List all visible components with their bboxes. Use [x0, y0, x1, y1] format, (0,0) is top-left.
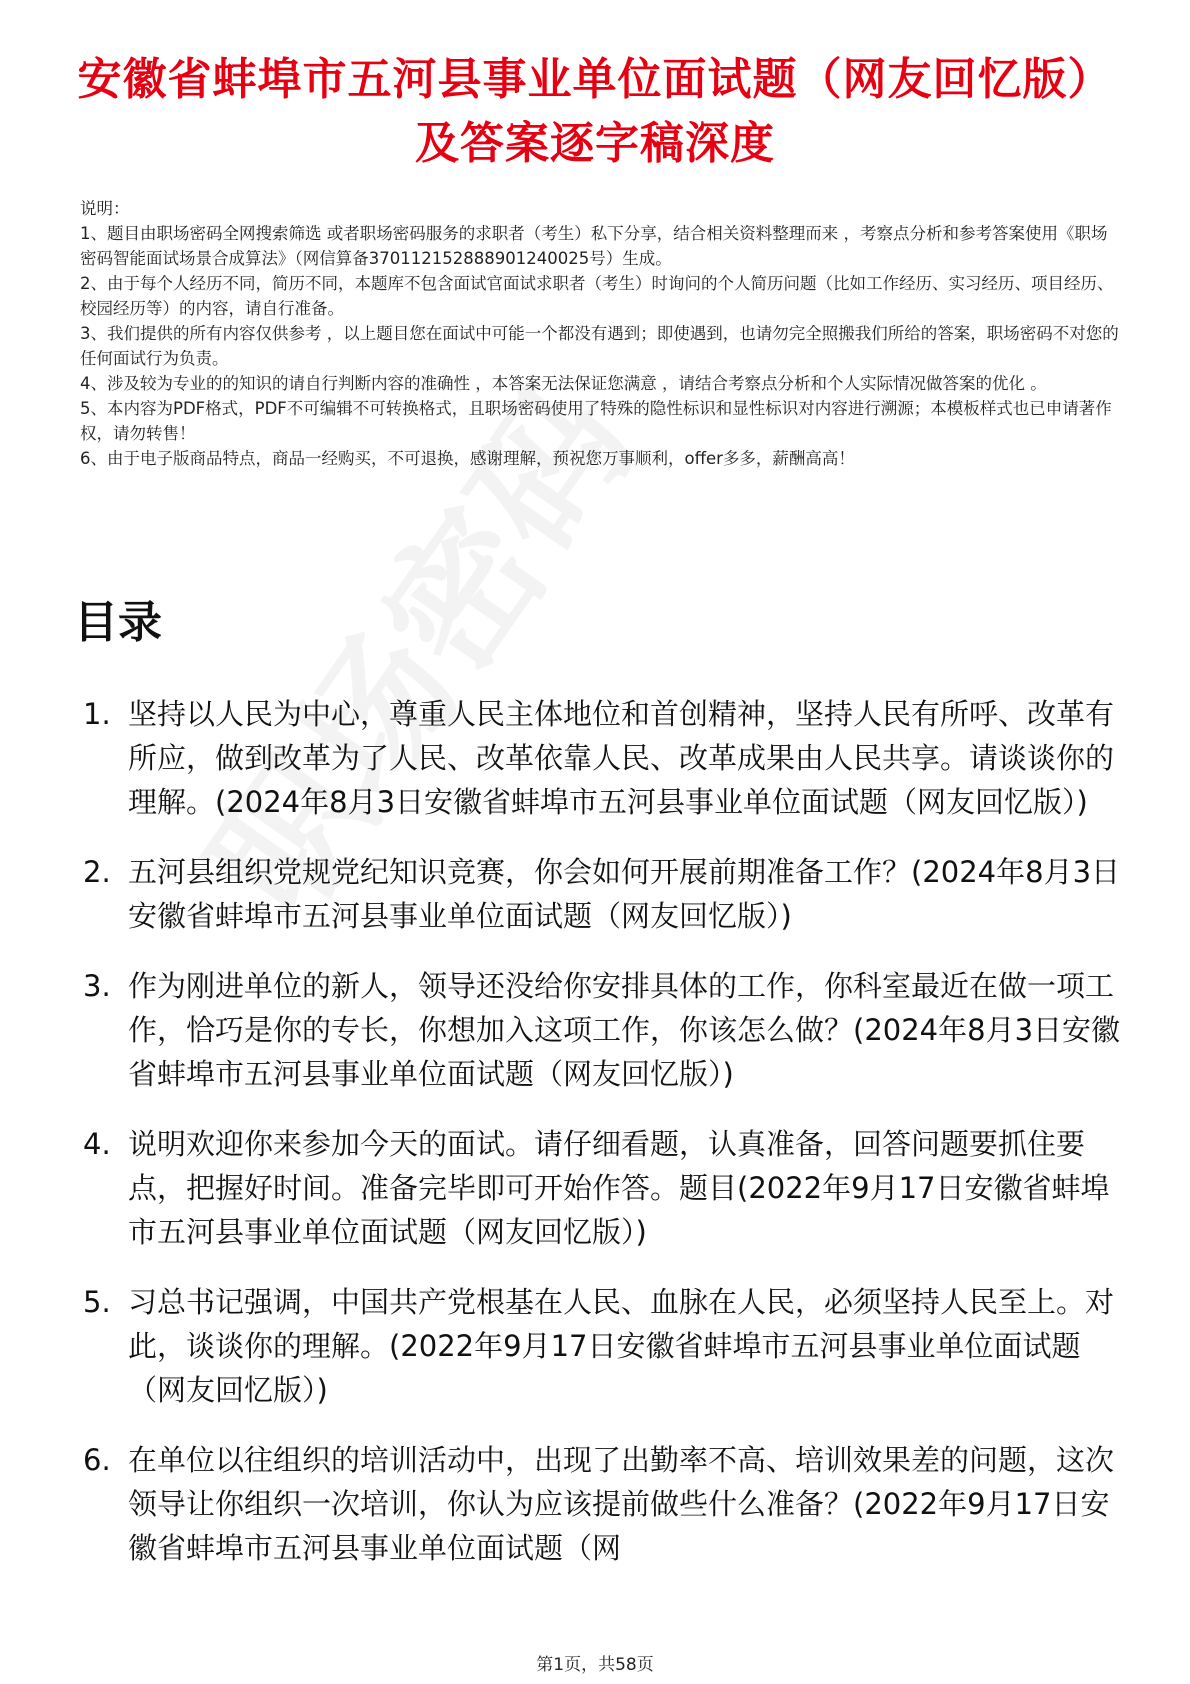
toc-heading: 目录 [74, 597, 162, 648]
notes-heading: 说明： [80, 199, 130, 218]
note-item: 5、本内容为PDF格式，PDF不可编辑不可转换格式，且职场密码使用了特殊的隐性标识和显性标识对内容进行溯源；本模板样式也已申请著作权，请勿转售！ [80, 399, 1112, 443]
toc-item[interactable] [0, 1438, 1190, 1570]
toc-item[interactable] [0, 850, 1190, 938]
note-item: 3、我们提供的所有内容仅供参考 ，以上题目您在面试中可能一个都没有遇到；即使遇到，也请勿完全照搬我们所给的答案，职场密码不对您的任何面试行为负责。 [80, 324, 1119, 368]
toc-item-number: 6. [83, 1443, 111, 1477]
toc-item-number: 1. [83, 697, 111, 731]
toc-item-text: 在单位以往组织的培训活动中，出现了出勤率不高、培训效果差的问题，这次领导让你组织一次培训，你认为应该提前做些什么准备？(2022年9月17日安徽省蚌埠市五河县事业单位面试题（网 [128, 1443, 1115, 1565]
toc-item-number: 5. [83, 1285, 111, 1319]
toc-item-text: 五河县组织党规党纪知识竞赛，你会如何开展前期准备工作？(2024年8月3日安徽省蚌埠市五河县事业单位面试题（网友回忆版）) [128, 855, 1121, 933]
toc-item-text: 说明欢迎你来参加今天的面试。请仔细看题，认真准备，回答问题要抓住要点，把握好时间。准备完毕即可开始作答。题目(2022年9月17日安徽省蚌埠市五河县事业单位面试题（网友回忆版）) [128, 1127, 1110, 1249]
toc-item-text: 坚持以人民为中心，尊重人民主体地位和首创精神，坚持人民有所呼、改革有所应，做到改革为了人民、改革依靠人民、改革成果由人民共享。请谈谈你的理解。(2024年8月3日安徽省蚌埠市五河县事业单位面试题（网友回忆版）) [128, 697, 1115, 819]
document-title: 安徽省蚌埠市五河县事业单位面试题（网友回忆版）及答案逐字稿深度 [77, 54, 1113, 169]
toc-item-number: 4. [83, 1127, 111, 1161]
note-item: 6、由于电子版商品特点，商品一经购买，不可退换，感谢理解，预祝您万事顺利，offer多多，薪酬高高！ [80, 449, 855, 468]
toc-item-number: 3. [83, 969, 111, 1003]
toc-item-number: 2. [83, 855, 111, 889]
table-of-contents [0, 692, 1190, 1596]
disclaimer-notes [80, 196, 1120, 471]
toc-item-text: 习总书记强调，中国共产党根基在人民、血脉在人民，必须坚持人民至上。对此，谈谈你的理解。(2022年9月17日安徽省蚌埠市五河县事业单位面试题（网友回忆版）) [128, 1285, 1115, 1407]
toc-item-text: 作为刚进单位的新人，领导还没给你安排具体的工作，你科室最近在做一项工作，恰巧是你的专长，你想加入这项工作，你该怎么做？(2024年8月3日安徽省蚌埠市五河县事业单位面试题（网友回忆版）) [128, 969, 1121, 1091]
toc-item[interactable] [0, 692, 1190, 824]
toc-item[interactable] [0, 1280, 1190, 1412]
note-item: 2、由于每个人经历不同，简历不同，本题库不包含面试官面试求职者（考生）时询问的个人简历问题（比如工作经历、实习经历、项目经历、校园经历等）的内容，请自行准备。 [80, 274, 1114, 318]
toc-item[interactable] [0, 964, 1190, 1096]
note-item: 1、题目由职场密码全网搜索筛选 或者职场密码服务的求职者（考生）私下分享，结合相关资料整理而来 ，考察点分析和参考答案使用《职场密码智能面试场景合成算法》（网信算备370112152888901240025号）生成。 [80, 224, 1108, 268]
toc-item[interactable] [0, 1122, 1190, 1254]
page-footer: 第1页，共58页 [536, 1655, 654, 1675]
note-item: 4、涉及较为专业的的知识的请自行判断内容的准确性 ，本答案无法保证您满意 ，请结合考察点分析和个人实际情况做答案的优化 。 [80, 374, 1047, 393]
